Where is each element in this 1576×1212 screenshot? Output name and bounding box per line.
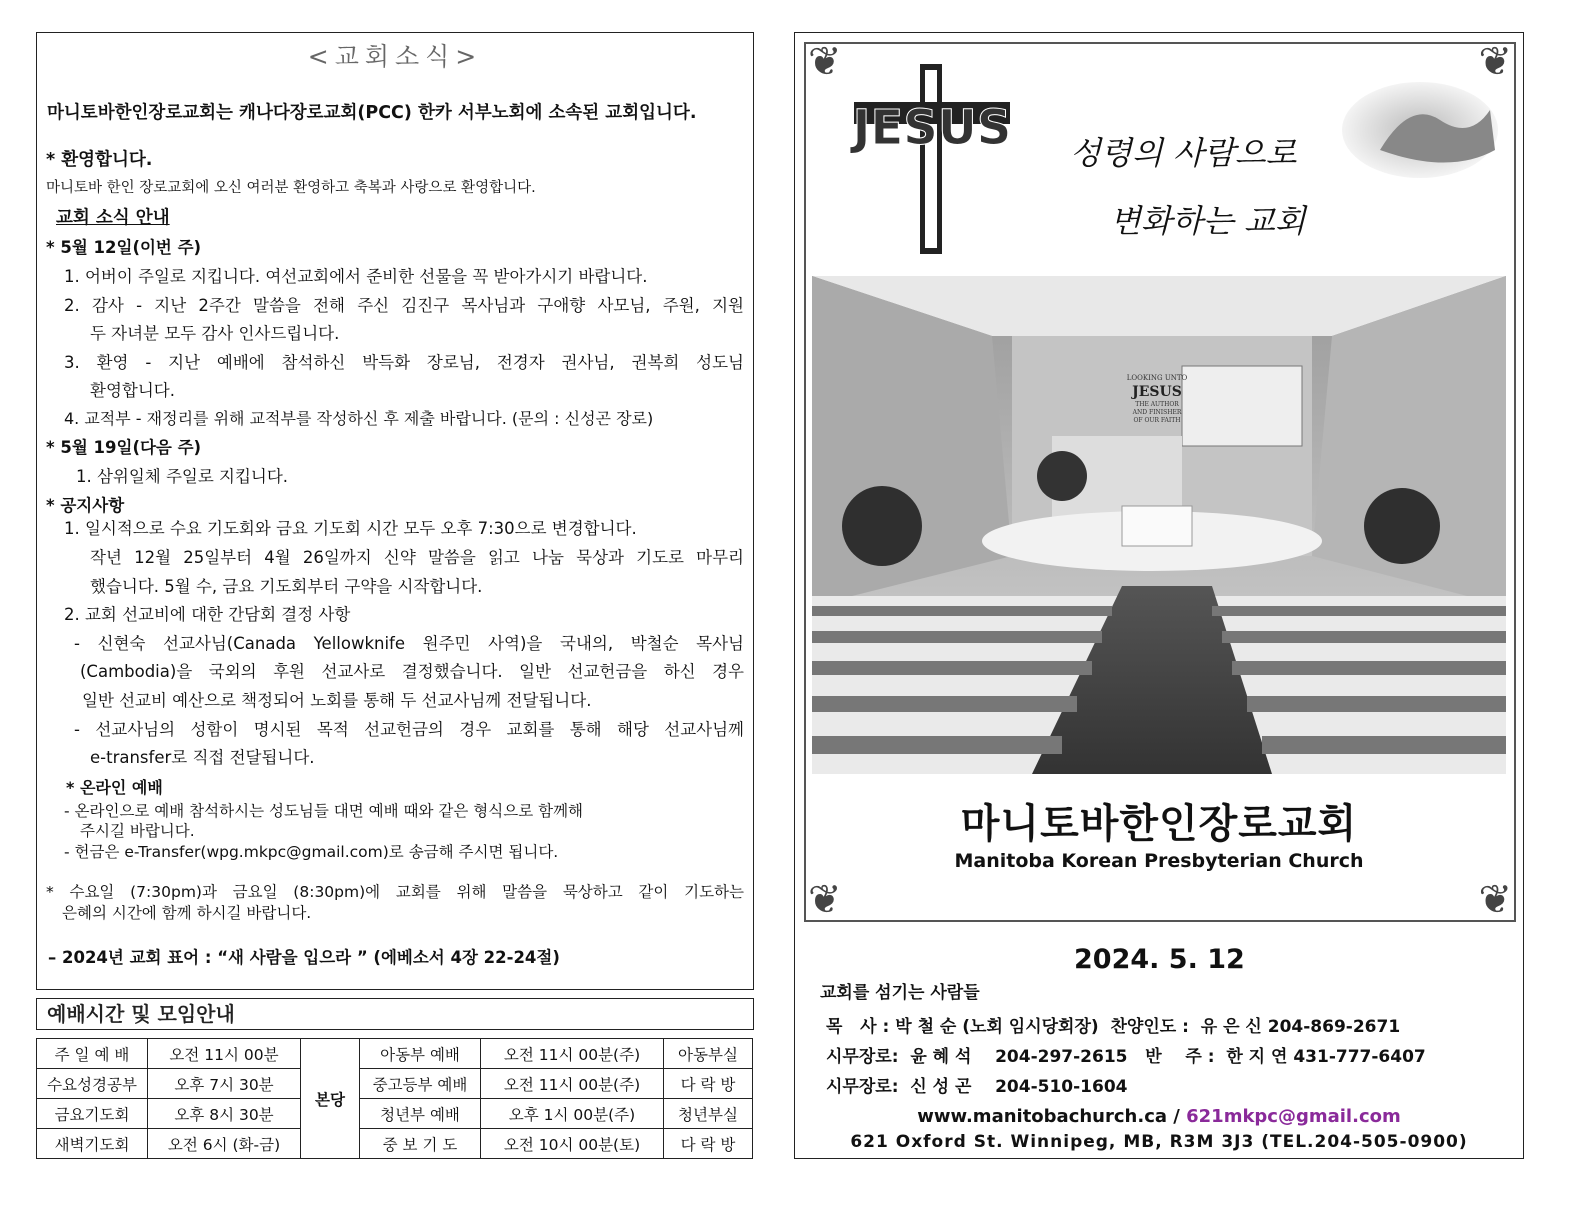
schedule-place: 다 락 방 bbox=[664, 1129, 753, 1159]
church-motto: – 2024년 교회 표어 : “새 사람을 입으라 ” (에베소서 4장 22-24절) bbox=[48, 948, 560, 967]
news-intro: 마니토바한인장로교회는 캐나다장로교회(PCC) 한카 서부노회에 소속된 교회입니다. bbox=[47, 103, 697, 123]
notice-line-1: 1. 일시적으로 수요 기도회와 금요 기도회 시간 모두 오후 7:30으로 변경합니다. bbox=[64, 519, 637, 538]
online-heading: * 온라인 예배 bbox=[66, 778, 163, 797]
sanctuary-photo bbox=[812, 276, 1506, 774]
schedule-name: 새벽기도회 bbox=[37, 1129, 148, 1159]
table-row bbox=[37, 1129, 753, 1159]
prayer-line-1: * 수요일 (7:30pm)과 금요일 (8:30pm)에 교회를 위해 말씀을 묵상하고 같이 기도하는 bbox=[46, 883, 744, 901]
schedule-name: 중 보 기 도 bbox=[360, 1129, 481, 1159]
may12-heading: * 5월 12일(이번 주) bbox=[46, 238, 202, 257]
ornament-icon: ❦ bbox=[1478, 39, 1512, 85]
notice-line-8: - 선교사님의 성함이 명시된 목적 선교헌금의 경우 교회를 통해 해당 선교사님께 bbox=[74, 720, 744, 739]
ornament-icon: ❦ bbox=[1478, 877, 1512, 923]
schedule-time: 오전 11시 00분(주) bbox=[481, 1069, 664, 1099]
online-line-3: - 헌금은 e-Transfer(wpg.mkpc@gmail.com)로 송금해 주시면 됩니다. bbox=[64, 843, 559, 861]
schedule-time: 오전 10시 00분(토) bbox=[481, 1129, 664, 1159]
table-row bbox=[37, 1069, 753, 1099]
sign-text-line: JESUS bbox=[1132, 384, 1182, 400]
ornament-icon: ❦ bbox=[808, 877, 842, 923]
table-row bbox=[37, 1039, 753, 1069]
sign-text-line: THE AUTHOR bbox=[1135, 401, 1179, 408]
schedule-name: 아동부 예배 bbox=[360, 1039, 481, 1069]
staff-row: 목 사 : 박 철 순 (노회 임시당회장) 찬양인도 : 유 은 신 204-869-2671 bbox=[826, 1017, 1401, 1037]
may12-item-1: 1. 어버이 주일로 지킵니다. 여선교회에서 준비한 선물을 꼭 받아가시기 바랍니다. bbox=[64, 267, 648, 286]
website-link[interactable]: www.manitobachurch.ca bbox=[917, 1106, 1168, 1127]
sign-text-line: OF OUR FAITH bbox=[1133, 417, 1181, 424]
notice-line-9: e-transfer로 직접 전달됩니다. bbox=[90, 748, 315, 767]
ornament-icon: ❦ bbox=[808, 39, 842, 85]
notice-line-7: 일반 선교비 예산으로 책정되어 노회를 통해 두 선교사님께 전달됩니다. bbox=[82, 691, 592, 710]
schedule-name: 중고등부 예배 bbox=[360, 1069, 481, 1099]
jesus-cross-logo bbox=[850, 60, 1015, 260]
schedule-place-main: 본당 bbox=[301, 1039, 360, 1159]
contact-links bbox=[794, 1106, 1524, 1127]
section-heading: 교회 소식 안내 bbox=[56, 208, 170, 228]
notice-heading: * 공지사항 bbox=[46, 496, 125, 515]
schedule-place: 아동부실 bbox=[664, 1039, 753, 1069]
notice-line-3: 했습니다. 5월 수, 금요 기도회부터 구약을 시작합니다. bbox=[90, 577, 483, 596]
table-row bbox=[37, 1099, 753, 1129]
link-separator: / bbox=[1167, 1106, 1187, 1127]
schedule-time: 오전 6시 (화-금) bbox=[148, 1129, 301, 1159]
logo-text: JESUS bbox=[852, 100, 1012, 156]
church-name-korean: 마니토바한인장로교회 bbox=[960, 801, 1358, 847]
church-name-english: Manitoba Korean Presbyterian Church bbox=[954, 850, 1364, 872]
bulletin-date: 2024. 5. 12 bbox=[1074, 944, 1245, 975]
schedule-title: 예배시간 및 모임안내 bbox=[36, 998, 754, 1030]
may12-item-2: 2. 감사 - 지난 2주간 말씀을 전해 주신 김진구 목사님과 구애향 사모님, 주원, 지원 bbox=[64, 296, 744, 315]
schedule-time: 오전 11시 00분 bbox=[148, 1039, 301, 1069]
email-link[interactable]: 621mkpc@gmail.com bbox=[1186, 1106, 1401, 1127]
schedule-time: 오후 8시 30분 bbox=[148, 1099, 301, 1129]
sign-text-line: LOOKING UNTO bbox=[1126, 374, 1188, 382]
news-title: <교회소식> bbox=[307, 42, 483, 71]
may12-item-3: 3. 환영 - 지난 예배에 참석하신 박득화 장로님, 전경자 권사님, 권복희 성도님 bbox=[64, 353, 744, 372]
may12-item-3-cont: 환영합니다. bbox=[90, 381, 175, 400]
schedule-place: 청년부실 bbox=[664, 1099, 753, 1129]
praying-hands-icon bbox=[1340, 80, 1500, 180]
church-address: 621 Oxford St. Winnipeg, MB, R3M 3J3 (TEL.204-505-0900) bbox=[850, 1132, 1468, 1152]
schedule-time: 오후 1시 00분(주) bbox=[481, 1099, 664, 1129]
welcome-heading: * 환영합니다. bbox=[46, 150, 153, 170]
online-line-1: - 온라인으로 예배 참석하시는 성도님들 대면 예배 때와 같은 형식으로 함께해 bbox=[64, 802, 584, 820]
slogan-line-1: 성령의 사람으로 bbox=[1070, 134, 1297, 172]
schedule-name: 수요성경공부 bbox=[37, 1069, 148, 1099]
schedule-name: 금요기도회 bbox=[37, 1099, 148, 1129]
schedule-time: 오전 11시 00분(주) bbox=[481, 1039, 664, 1069]
notice-line-2: 작년 12월 25일부터 4월 26일까지 신약 말씀을 읽고 나눔 묵상과 기도로 마무리 bbox=[90, 548, 744, 567]
staff-row: 시무장로: 윤 혜 석 204-297-2615 반 주 : 한 지 연 431-777-6407 bbox=[826, 1047, 1426, 1067]
online-line-2: 주시길 바랍니다. bbox=[80, 822, 195, 840]
may12-item-4: 4. 교적부 - 재정리를 위해 교적부를 작성하신 후 제출 바랍니다. (문의 : 신성곤 장로) bbox=[64, 409, 654, 428]
notice-line-5: - 신현숙 선교사님(Canada Yellowknife 원주민 사역)을 국내의, 박철순 목사님 bbox=[74, 634, 744, 653]
welcome-text: 마니토바 한인 장로교회에 오신 여러분 환영하고 축복과 사랑으로 환영합니다. bbox=[46, 180, 536, 196]
prayer-line-2: 은혜의 시간에 함께 하시길 바랍니다. bbox=[62, 904, 312, 922]
staff-row: 시무장로: 신 성 곤 204-510-1604 bbox=[826, 1077, 1128, 1097]
schedule-name: 주 일 예 배 bbox=[37, 1039, 148, 1069]
may19-item-1: 1. 삼위일체 주일로 지킵니다. bbox=[76, 467, 289, 486]
notice-line-6: (Cambodia)을 국외의 후원 선교사로 결정했습니다. 일반 선교헌금을 하신 경우 bbox=[80, 662, 744, 681]
may19-heading: * 5월 19일(다음 주) bbox=[46, 438, 202, 457]
notice-line-4: 2. 교회 선교비에 대한 간담회 결정 사항 bbox=[64, 605, 351, 624]
may12-item-2-cont: 두 자녀분 모두 감사 인사드립니다. bbox=[90, 324, 340, 343]
schedule-place: 다 락 방 bbox=[664, 1069, 753, 1099]
schedule-table bbox=[36, 1038, 753, 1159]
slogan-line-2: 변화하는 교회 bbox=[1110, 202, 1306, 240]
schedule-name: 청년부 예배 bbox=[360, 1099, 481, 1129]
staff-heading: 교회를 섬기는 사람들 bbox=[820, 983, 980, 1003]
schedule-time: 오후 7시 30분 bbox=[148, 1069, 301, 1099]
sign-text-line: AND FINISHER bbox=[1132, 409, 1182, 416]
